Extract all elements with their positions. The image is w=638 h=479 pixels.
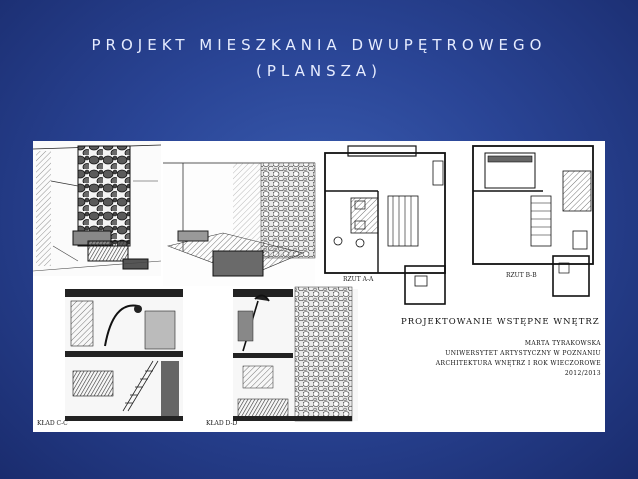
label-plan-b: RZUT B-B xyxy=(506,272,537,279)
slide-title: PROJEKT MIESZKANIA DWUPĘTROWEGO xyxy=(91,36,547,54)
perspective-sketch-1 xyxy=(33,141,161,276)
caption-author: MARTA TYRAKOWSKA xyxy=(524,340,601,347)
caption-year: 2012/2013 xyxy=(564,370,601,377)
caption-title: PROJEKTOWANIE WSTĘPNE WNĘTRZ xyxy=(401,317,600,327)
label-section-d: KŁAD D-D xyxy=(206,420,238,427)
section-d-d xyxy=(233,287,358,421)
label-section-c: KŁAD C-C xyxy=(37,420,68,427)
section-c-c xyxy=(65,289,183,421)
perspective-sketch-2 xyxy=(163,161,315,286)
slide-subtitle: (PLANSZA) xyxy=(256,62,382,80)
presentation-board xyxy=(33,141,605,432)
board-caption xyxy=(401,317,601,379)
label-plan-a: RZUT A-A xyxy=(343,276,374,283)
caption-school: UNIWERSYTET ARTYSTYCZNY W POZNANIU xyxy=(445,350,601,357)
caption-program: ARCHITEKTURA WNĘTRZ I ROK WIECZOROWE xyxy=(435,360,601,367)
board-drawings xyxy=(33,141,605,432)
